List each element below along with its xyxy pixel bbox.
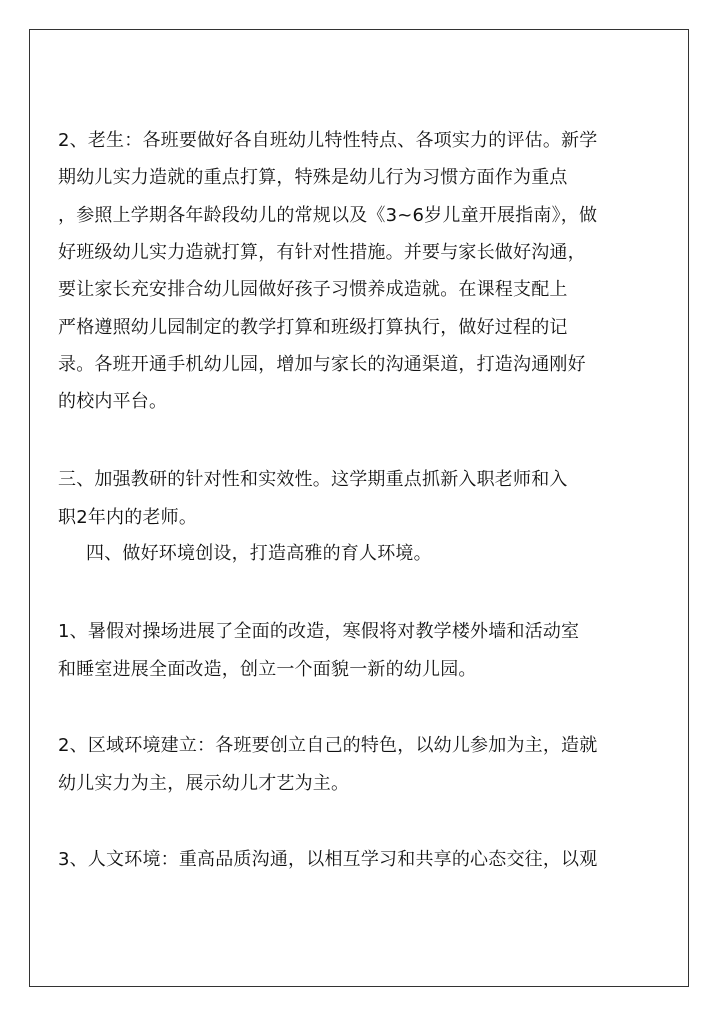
paragraph-2-line-7: 录。各班开通手机幼儿园，增加与家长的沟通渠道，打造沟通刚好 — [58, 354, 586, 375]
section-3-heading-line-1: 三、加强教研的针对性和实效性。这学期重点抓新入职老师和入 — [58, 469, 568, 490]
paragraph-2-line-6: 严格遵照幼儿园制定的教学打算和班级打算执行，做好过程的记 — [58, 317, 568, 338]
paragraph-2-line-2: 期幼儿实力造就的重点打算，特殊是幼儿行为习惯方面作为重点 — [58, 167, 568, 188]
section-3-heading-line-2: 职2年内的老师。 — [58, 507, 198, 528]
item-2-line-1: 2、区域环境建立：各班要创立自己的特色，以幼儿参加为主，造就 — [58, 735, 598, 756]
item-3-line-1: 3、人文环境：重高品质沟通，以相互学习和共享的心态交往，以观 — [58, 849, 598, 870]
section-4-heading: 四、做好环境创设，打造高雅的育人环境。 — [86, 543, 432, 564]
item-1-line-2: 和睡室进展全面改造，创立一个面貌一新的幼儿园。 — [58, 659, 477, 680]
paragraph-2-line-5: 要让家长充安排合幼儿园做好孩子习惯养成造就。在课程支配上 — [58, 279, 568, 300]
paragraph-2-line-3: ，参照上学期各年龄段幼儿的常规以及《3~6岁儿童开展指南》，做 — [58, 205, 598, 226]
paragraph-2-line-8: 的校内平台。 — [58, 391, 168, 412]
paragraph-2-line-1: 2、老生：各班要做好各自班幼儿特性特点、各项实力的评估。新学 — [58, 130, 598, 151]
item-2-line-2: 幼儿实力为主，展示幼儿才艺为主。 — [58, 773, 350, 794]
paragraph-2-line-4: 好班级幼儿实力造就打算，有针对性措施。并要与家长做好沟通， — [58, 242, 586, 263]
item-1-line-1: 1、暑假对操场进展了全面的改造，寒假将对教学楼外墙和活动室 — [58, 621, 580, 642]
